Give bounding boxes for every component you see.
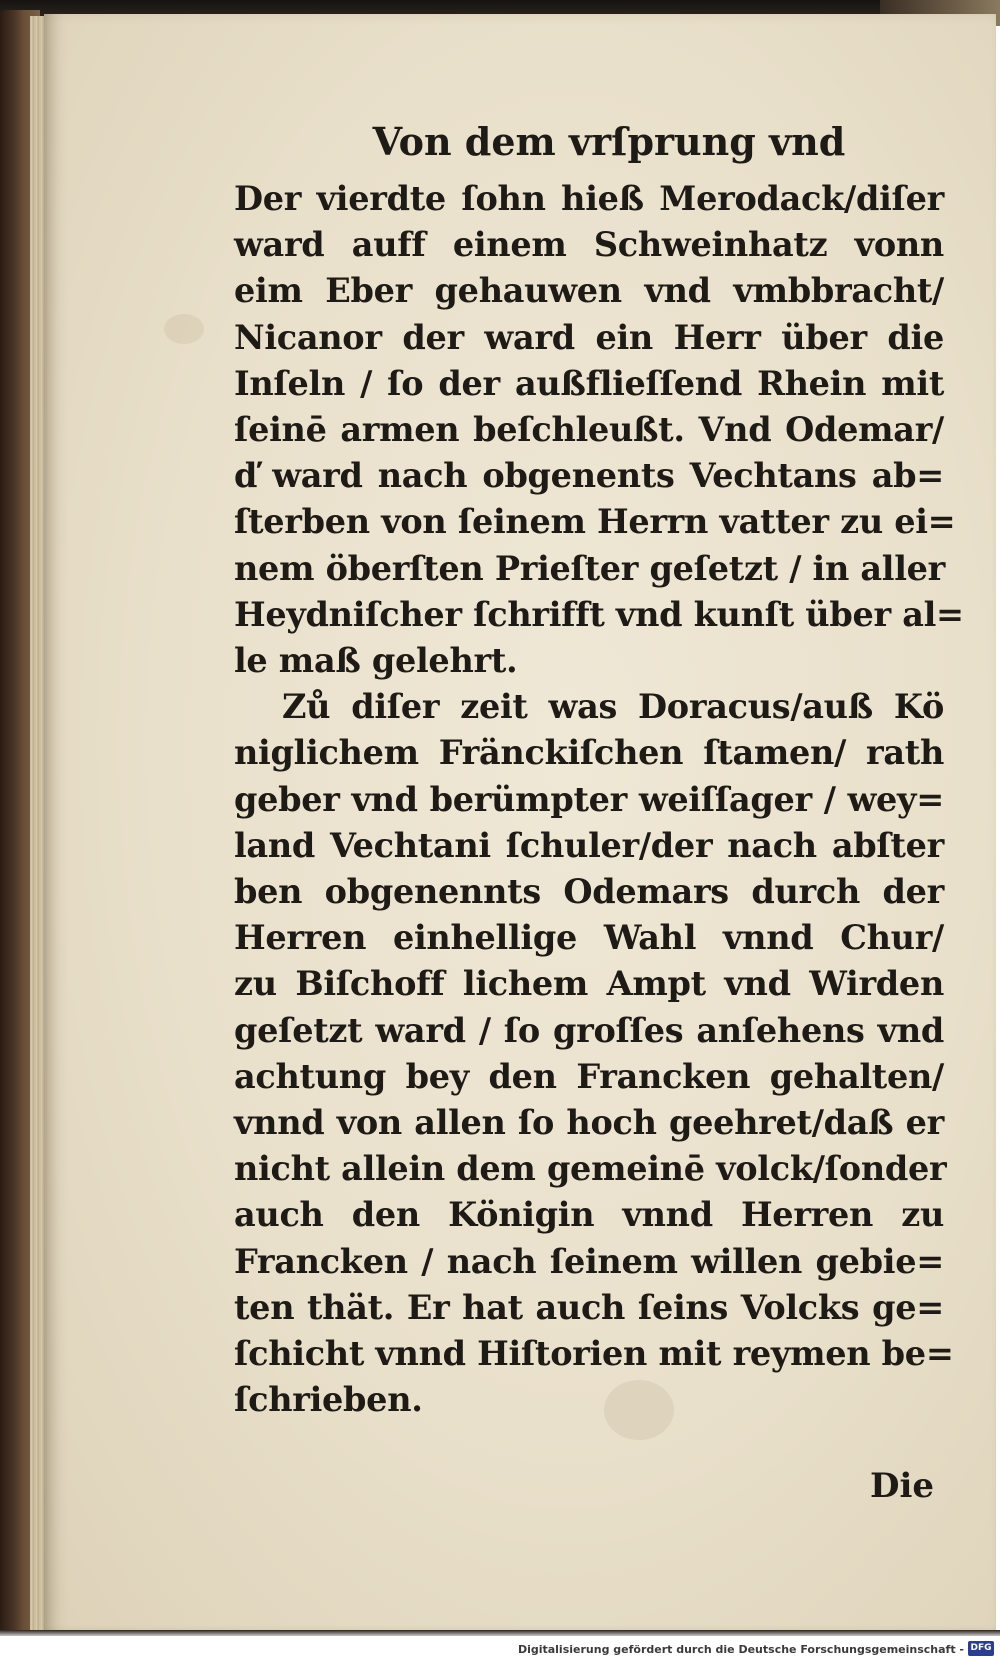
text-line: le maß gelehrt. — [234, 641, 518, 681]
digitization-credit: Digitalisierung gefördert durch die Deutsche Forschungsgemeinschaft - — [517, 1643, 964, 1656]
text-line: Der vierdte ſohn hieß Merodack/diſer — [234, 179, 944, 218]
text-line: Francken / nach ſeinem willen gebie= — [234, 1241, 944, 1281]
paragraph-2 — [234, 684, 954, 1423]
text-line: Herren einhellige Wahl vnnd Chur/ — [234, 918, 944, 958]
text-line: ď ward nach obgenents Vechtans ab= — [234, 456, 944, 496]
text-line: nicht allein dem gemeinē volck/ſonder — [234, 1149, 947, 1189]
text-line: auch den Königin vnnd Herren zu — [234, 1195, 944, 1235]
text-line: Zů diſer zeit was Doracus/auß Kö — [282, 687, 944, 727]
text-line: Nicanor der ward ein Herr über die — [234, 317, 944, 357]
text-line: ſchrieben. — [234, 1380, 423, 1420]
text-line: Inſeln / ſo der außflieſſend Rhein mit — [234, 363, 944, 403]
text-line: ſterben von ſeinem Herrn vatter zu ei= — [234, 502, 956, 542]
text-line: Heydniſcher ſchrifft vnd kunſt über al= — [234, 594, 964, 634]
paragraph-1 — [234, 176, 964, 684]
text-line: ward auff einem Schweinhatz vonn — [234, 225, 944, 265]
dfg-logo-icon: DFG — [968, 1641, 994, 1656]
text-line: ten thät. Er hat auch ſeins Volcks ge= — [234, 1287, 944, 1327]
text-line: geber vnd berümpter weiſſager / wey= — [234, 779, 944, 819]
text-line: niglichem Fränckiſchen ſtamen/ rath — [234, 733, 944, 773]
running-head: Von dem vrſprung vnd — [372, 119, 846, 164]
text-line: land Vechtani ſchuler/der nach abſter — [234, 825, 944, 865]
text-line: achtung bey den Francken gehalten/ — [234, 1056, 944, 1096]
text-line: ſeinē armen beſchleußt. Vnd Odemar/ — [234, 410, 944, 450]
text-line: geſetzt ward / ſo groſſes anſehens vnd — [234, 1010, 944, 1050]
page-text — [234, 118, 964, 1423]
paper-stain — [164, 314, 204, 344]
text-line: zu Biſchoff lichem Ampt vnd Wirden — [234, 964, 944, 1004]
text-line: eim Eber gehauwen vnd vmbbracht/ — [234, 271, 944, 311]
text-line: ſchicht vnnd Hiſtorien mit reymen be= — [234, 1334, 954, 1374]
text-line: nem öberſten Prieſter geſetzt / in aller — [234, 548, 945, 588]
text-line: ben obgenennts Odemars durch der — [234, 872, 944, 912]
catchword: Die — [870, 1466, 935, 1506]
text-line: vnnd von allen ſo hoch geehret/daß er — [234, 1103, 944, 1143]
